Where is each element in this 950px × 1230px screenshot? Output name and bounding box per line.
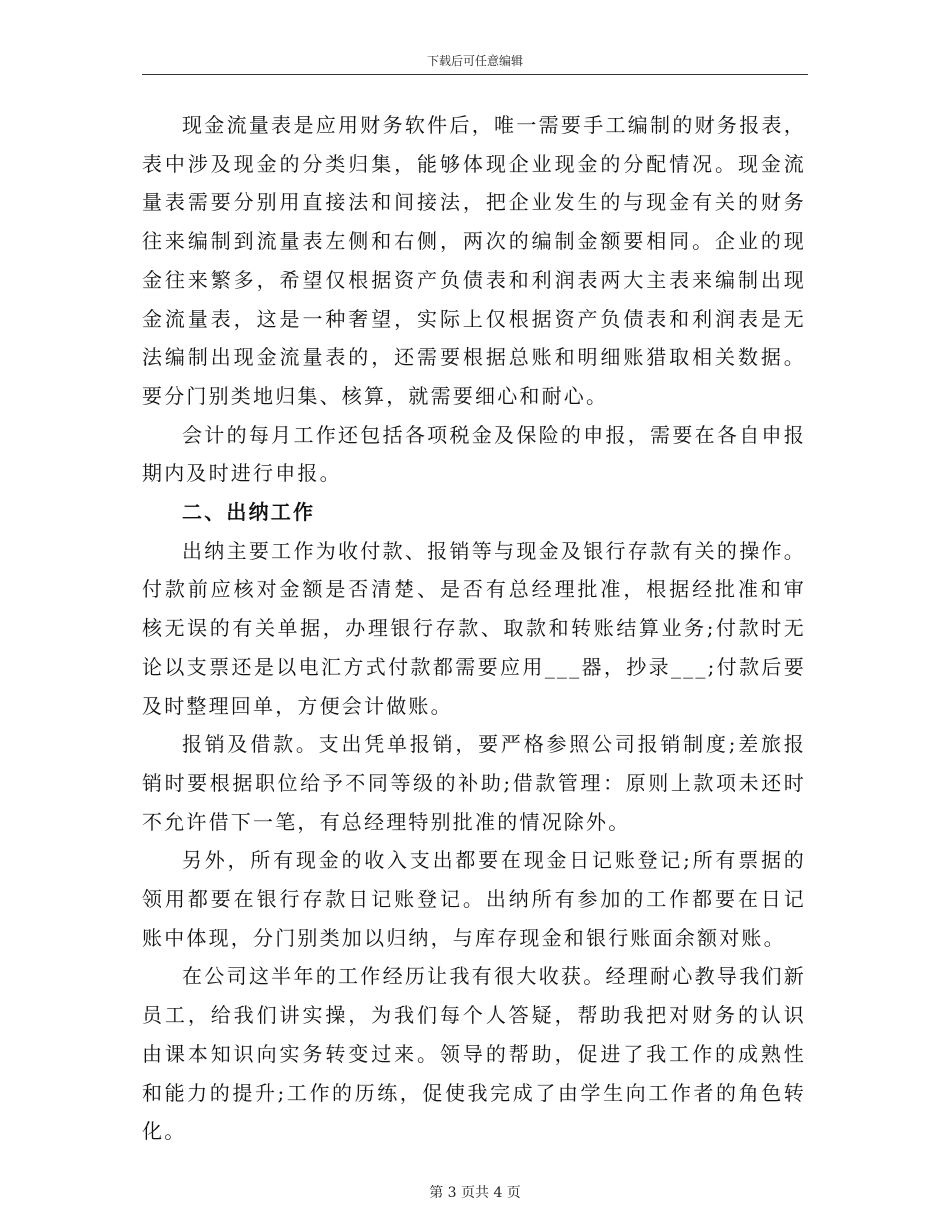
document-body [142,106,806,1151]
paragraph-reimbursement-loans: 报销及借款。支出凭单报销，要严格参照公司报销制度;差旅报销时要根据职位给予不同等级的补助;借款管理：原则上款项未还时不允许借下一笔，有总经理特别批准的情况除外。 [142,732,806,834]
paragraph-tax-declaration: 会计的每月工作还包括各项税金及保险的申报，需要在各自申报期内及时进行申报。 [142,422,806,486]
paragraph-reflection: 在公司这半年的工作经历让我有很大收获。经理耐心教导我们新员工，给我们讲实操，为我们每个人答疑，帮助我把对财务的认识由课本知识向实务转变过来。领导的帮助，促进了我工作的成熟性和能力的提升;工作的历练，促使我完成了由学生向工作者的角色转化。 [142,964,806,1144]
paragraph-cash-flow-statement: 现金流量表是应用财务软件后，唯一需要手工编制的财务报表，表中涉及现金的分类归集，能够体现企业现金的分配情况。现金流量表需要分别用直接法和间接法，把企业发生的与现金有关的财务往来编制到流量表左侧和右侧，两次的编制金额要相同。企业的现金往来繁多，希望仅根据资产负债表和利润表两大主表来编制出现金流量表，这是一种奢望，实际上仅根据资产负债表和利润表是无法编制出现金流量表的，还需要根据总账和明细账猎取相关数据。要分门别类地归集、核算，就需要细心和耐心。 [142,113,806,408]
paragraph-cashier-duties: 出纳主要工作为收付款、报销等与现金及银行存款有关的操作。付款前应核对金额是否清楚、是否有总经理批准，根据经批准和审核无误的有关单据，办理银行存款、取款和转账结算业务;付款时无论以支票还是以电汇方式付款都需要应用___器，抄录___;付款后要及时整理回单，方便会计做账。 [142,538,806,718]
section-heading-cashier-work: 二、出纳工作 [182,500,316,525]
page-header: 下载后可任意编辑 [426,54,523,68]
header-divider [142,74,808,75]
page-number-footer: 第 3 页共 4 页 [429,1185,521,1201]
paragraph-journal-recording: 另外，所有现金的收入支出都要在现金日记账登记;所有票据的领用都要在银行存款日记账登记。出纳所有参加的工作都要在日记账中体现，分门别类加以归纳，与库存现金和银行账面余额对账。 [142,848,806,950]
